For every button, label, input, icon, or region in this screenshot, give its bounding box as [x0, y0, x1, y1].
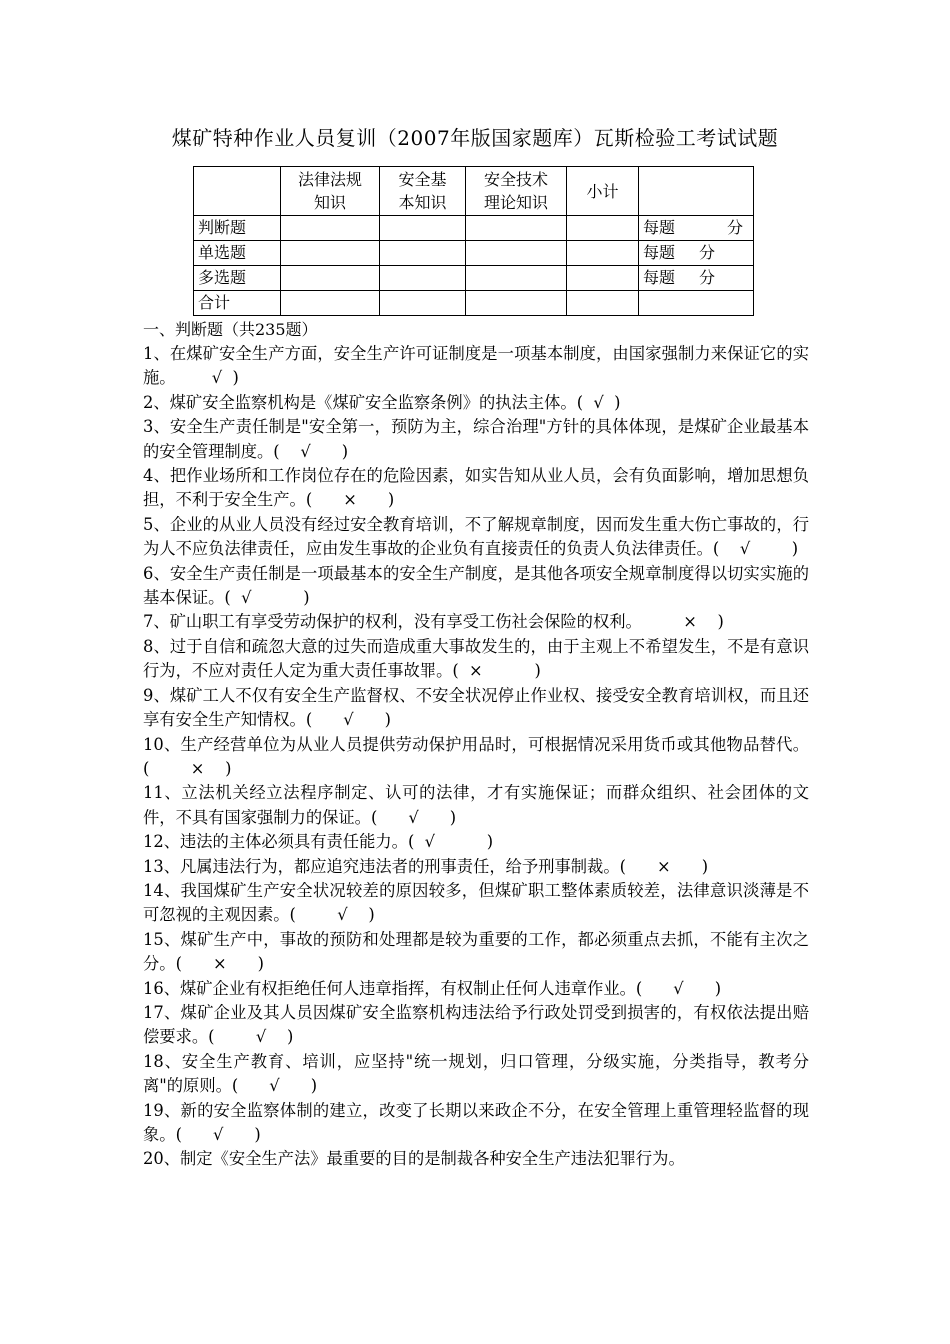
answer-mark: ( √ ) — [175, 1125, 261, 1144]
question-item — [143, 684, 809, 733]
table-cell — [639, 291, 754, 316]
question-item — [143, 928, 809, 977]
table-cell — [567, 266, 639, 291]
question-list — [143, 342, 809, 1172]
table-cell — [380, 266, 466, 291]
answer-mark: ( × ) — [143, 758, 232, 778]
question-item — [143, 415, 809, 464]
table-row — [194, 216, 754, 241]
answer-mark: ( √ ) — [208, 1027, 294, 1047]
answer-mark: ( × ) — [452, 661, 541, 681]
question-item — [143, 513, 809, 562]
table-cell — [466, 291, 567, 316]
question-item — [143, 562, 809, 611]
table-cell — [281, 241, 380, 266]
question-item — [143, 1147, 809, 1171]
question-text: 10、生产经营单位为从业人员提供劳动保护用品时，可根据情况采用货币或其他物品替代。 — [143, 734, 809, 754]
question-item — [143, 1099, 809, 1148]
row-label: 多选题 — [194, 266, 281, 291]
question-text: 3、安全生产责任制是"安全第一，预防为主，综合治理"方针的具体体现，是煤矿企业最基本的安全管理制度。 — [143, 417, 809, 461]
row-label: 判断题 — [194, 216, 281, 241]
question-item — [143, 635, 809, 684]
question-item — [143, 879, 809, 928]
per-question-score — [639, 216, 754, 241]
question-item — [143, 977, 809, 1001]
table-cell — [567, 291, 639, 316]
question-item — [143, 733, 809, 782]
question-text: 19、新的安全监察体制的建立，改变了长期以来政企不分，在安全管理上重管理轻监督的现象。 — [143, 1100, 809, 1144]
table-row — [194, 266, 754, 291]
question-text: 9、煤矿工人不仅有安全生产监督权、不安全状况停止作业权、接受安全教育培训权，而且还享有安全生产知情权。 — [143, 685, 809, 730]
question-text: 12、违法的主体必须具有责任能力。 — [143, 832, 408, 852]
table-header-cell — [194, 167, 281, 216]
table-header-cell: 法律法规 知识 — [281, 167, 380, 216]
answer-mark: ( √ ) — [224, 588, 310, 608]
question-item — [143, 342, 809, 391]
answer-mark: ( √ ) — [635, 978, 722, 998]
table-cell — [281, 291, 380, 316]
table-cell — [281, 266, 380, 291]
table-cell — [380, 241, 466, 266]
question-text: 8、过于自信和疏忽大意的过失而造成重大事故发生的，由于主观上不希望发生，不是有意识行为，不应对责任人定为重大责任事故罪。 — [143, 636, 809, 681]
question-item — [143, 1001, 809, 1050]
answer-mark: ( × ) — [305, 490, 395, 510]
question-item — [143, 610, 809, 634]
table-cell — [380, 291, 466, 316]
question-text: 1、在煤矿安全生产方面，安全生产许可证制度是一项基本制度，由国家强制力来保证它的实施。 — [143, 344, 809, 388]
answer-mark: ( √ ) — [273, 441, 349, 461]
per-label: 每题 — [643, 218, 676, 237]
answer-mark: ( √ ) — [407, 832, 494, 852]
answer-mark: √ ) — [175, 368, 239, 388]
section-heading: 一、判断题（共235题） — [143, 320, 318, 339]
question-text: 11、立法机关经立法程序制定、认可的法律，才有实施保证；而群众组织、社会团体的文件，不具有国家强制力的保证。 — [143, 783, 809, 827]
question-text: 13、凡属违法行为，都应追究违法者的刑事责任，给予刑事制裁。 — [143, 856, 620, 876]
per-unit: 分 — [699, 243, 716, 262]
document-title: 煤矿特种作业人员复训（2007年版国家题库）瓦斯检验工考试试题 — [171, 126, 779, 150]
table-cell — [567, 241, 639, 266]
score-table — [193, 166, 754, 316]
question-text: 2、煤矿安全监察机构是《煤矿安全监察条例》的执法主体。 — [143, 392, 577, 412]
question-text: 7、矿山职工有享受劳动保护的权利，没有享受工伤社会保险的权利。 — [143, 612, 642, 632]
table-header-row — [194, 167, 754, 216]
table-cell — [567, 216, 639, 241]
question-item — [143, 1050, 809, 1099]
question-item — [143, 855, 809, 879]
table-cell — [466, 241, 567, 266]
question-item — [143, 391, 809, 415]
answer-mark: ( × ) — [619, 856, 709, 876]
answer-mark: ( √ ) — [231, 1076, 318, 1096]
question-text: 14、我国煤矿生产安全状况较差的原因较多，但煤矿职工整体素质较差，法律意识淡薄是不可忽视的主观因素。 — [143, 880, 809, 925]
table-cell — [380, 216, 466, 241]
question-text: 16、煤矿企业有权拒绝任何人违章指挥，有权制止任何人违章作业。 — [143, 978, 636, 998]
answer-mark: ( √ ) — [712, 539, 799, 559]
table-cell — [466, 216, 567, 241]
question-text: 6、安全生产责任制是一项最基本的安全生产制度，是其他各项安全规章制度得以切实实施的基本保证。 — [143, 563, 809, 608]
row-label: 单选题 — [194, 241, 281, 266]
table-header-cell: 安全技术 理论知识 — [466, 167, 567, 216]
question-item — [143, 464, 809, 513]
answer-mark: ( √ ) — [289, 905, 375, 925]
question-text: 18、安全生产教育、培训，应坚持"统一规划，归口管理，分级实施，分类指导，教考分离"的原则。 — [143, 1051, 809, 1096]
question-item — [143, 781, 809, 830]
question-text: 20、制定《安全生产法》最重要的目的是制裁各种安全生产违法犯罪行为。 — [143, 1149, 685, 1169]
answer-mark: ( √ ) — [305, 710, 392, 730]
table-header-cell: 小计 — [567, 167, 639, 216]
per-unit: 分 — [699, 268, 716, 287]
row-label: 合计 — [194, 291, 281, 316]
answer-mark: ( √ ) — [576, 392, 621, 412]
per-label: 每题 — [643, 243, 676, 262]
per-label: 每题 — [643, 268, 676, 287]
table-header-cell: 安全基 本知识 — [380, 167, 466, 216]
table-cell — [281, 216, 380, 241]
per-question-score — [639, 241, 754, 266]
answer-mark: ( × ) — [175, 954, 265, 974]
per-unit: 分 — [726, 218, 743, 237]
question-text: 4、把作业场所和工作岗位存在的危险因素，如实告知从业人员，会有负面影响，增加思想负担，不利于安全生产。 — [143, 466, 809, 510]
question-text: 5、企业的从业人员没有经过安全教育培训，不了解规章制度，因而发生重大伤亡事故的，行为人不应负法律责任，应由发生事故的企业负有直接责任的负责人负法律责任。 — [143, 514, 809, 559]
answer-mark: ( √ ) — [370, 807, 457, 827]
question-text: 17、煤矿企业及其人员因煤矿安全监察机构违法给予行政处罚受到损害的，有权依法提出赔偿要求。 — [143, 1002, 809, 1047]
table-row — [194, 241, 754, 266]
table-row — [194, 291, 754, 316]
table-header-cell — [639, 167, 754, 216]
per-question-score — [639, 266, 754, 291]
question-text: 15、煤矿生产中，事故的预防和处理都是较为重要的工作，都必须重点去抓，不能有主次之分。 — [143, 929, 809, 974]
question-item — [143, 830, 809, 854]
answer-mark: × ) — [641, 612, 724, 632]
table-cell — [466, 266, 567, 291]
